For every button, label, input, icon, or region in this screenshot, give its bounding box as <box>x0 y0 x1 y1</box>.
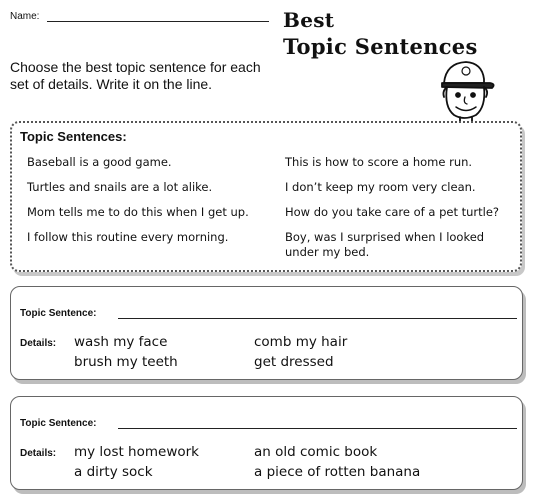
worksheet-title-line1: Best <box>283 8 335 32</box>
topic-sentence-answer-line[interactable] <box>118 428 517 429</box>
detail-item: an old comic book <box>254 444 378 460</box>
details-label: Details: <box>20 338 57 349</box>
topic-sentences-heading: Topic Sentences: <box>20 129 127 144</box>
name-line[interactable] <box>47 21 269 22</box>
detail-item: brush my teeth <box>74 354 178 370</box>
topic-sentence-option: Baseball is a good game. <box>27 155 172 169</box>
details-label: Details: <box>20 448 57 459</box>
topic-sentence-option: Boy, was I surprised when I looked under my bed. <box>285 230 485 259</box>
detail-item: comb my hair <box>254 334 348 350</box>
topic-sentence-answer-line[interactable] <box>118 318 517 319</box>
detail-item: wash my face <box>74 334 168 350</box>
topic-sentence-option: How do you take care of a pet turtle? <box>285 205 500 219</box>
topic-sentence-option: I don’t keep my room very clean. <box>285 180 476 194</box>
instructions: Choose the best topic sentence for each set of details. Write it on the line. <box>10 59 261 92</box>
worksheet-title-line2: Topic Sentences <box>283 34 478 59</box>
detail-item: a dirty sock <box>74 464 153 480</box>
detail-item: my lost homework <box>74 444 200 460</box>
topic-sentence-option: This is how to score a home run. <box>285 155 473 169</box>
name-label: Name: <box>10 11 40 22</box>
topic-sentence-option: Turtles and snails are a lot alike. <box>27 180 213 194</box>
topic-sentence-option: Mom tells me to do this when I get up. <box>27 205 249 219</box>
topic-sentence-label: Topic Sentence: <box>20 308 97 319</box>
topic-sentence-label: Topic Sentence: <box>20 418 97 429</box>
detail-item: get dressed <box>254 354 334 370</box>
topic-sentence-option: I follow this routine every morning. <box>27 230 229 244</box>
detail-item: a piece of rotten banana <box>254 464 421 480</box>
